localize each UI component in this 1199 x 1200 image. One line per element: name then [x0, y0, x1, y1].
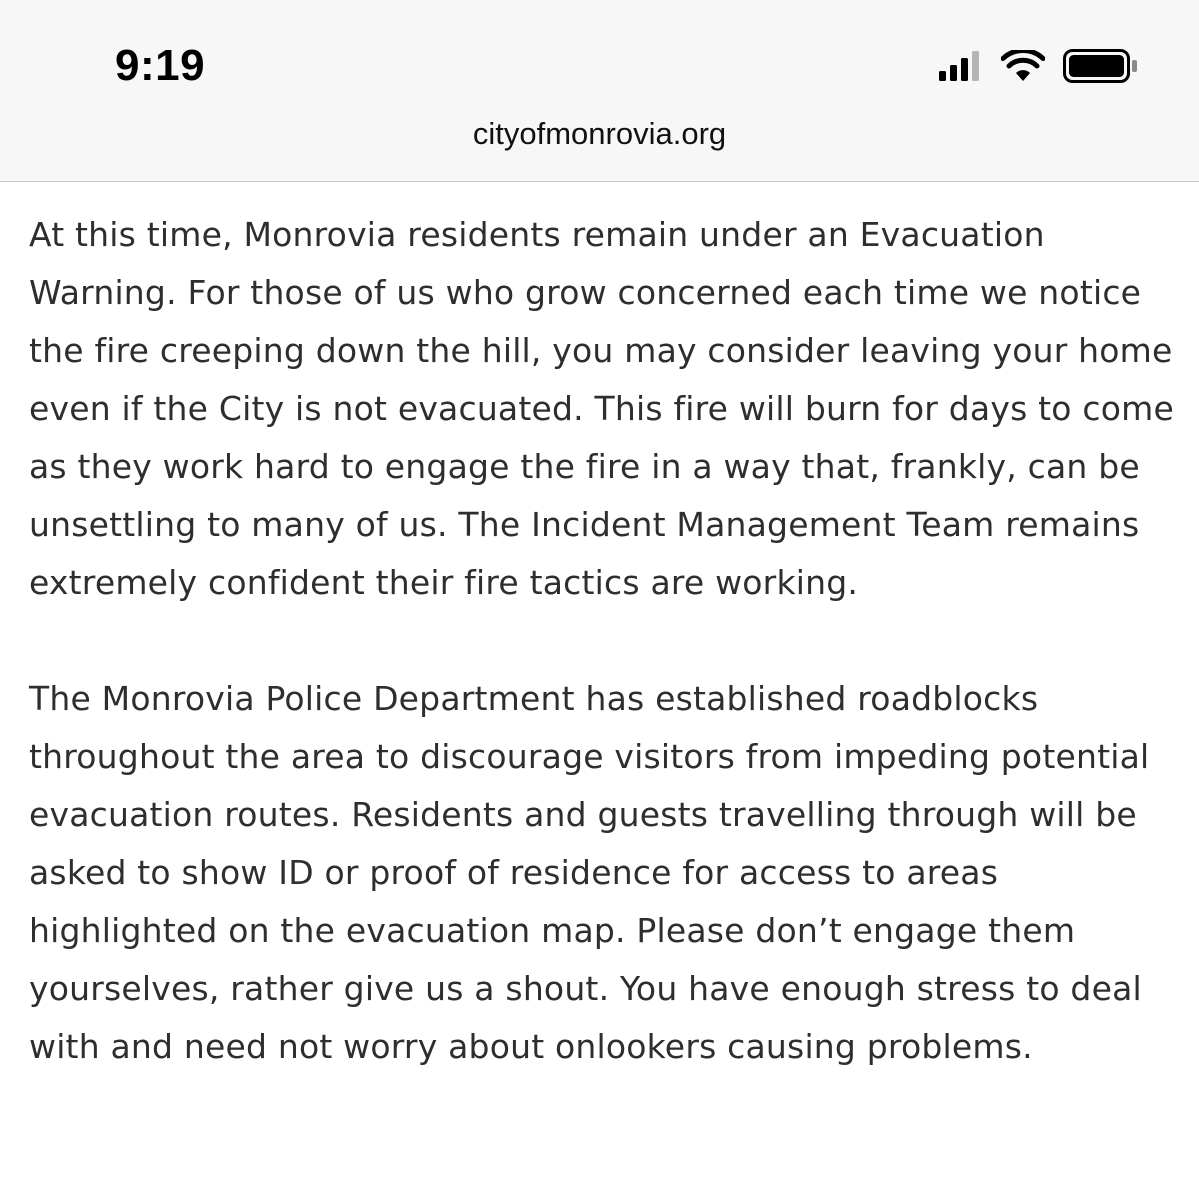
battery-icon — [1063, 49, 1139, 83]
status-icons — [939, 46, 1139, 86]
wifi-icon — [1001, 50, 1045, 82]
browser-top-bar — [0, 0, 1199, 182]
article-paragraph-1: At this time, Monrovia residents remain under an Evacuation Warning. For those of us who grow concerned each time we notice the fire creeping down the hill, you may consider leaving your home even if the City is not evacuated. This fire will burn for days to come as they work hard to engage the fire in a way that, frankly, can be unsettling to many of us. The Incident Management Team remains extremely confident their fire tactics are working. — [29, 215, 1174, 602]
cellular-signal-icon — [939, 51, 983, 81]
status-time: 9:19 — [115, 41, 206, 90]
url-bar[interactable]: cityofmonrovia.org — [472, 116, 727, 151]
article-paragraph-2: The Monrovia Police Department has established roadblocks throughout the area to discourage visitors from impeding potential evacuation routes. Residents and guests travelling through will be asked to show ID or proof of residence for access to areas highlighted on the evacuation map. Please don’t engage them yourselves, rather give us a shout. You have enough stress to deal with and need not worry about onlookers causing problems. — [29, 679, 1150, 1066]
article-body — [29, 206, 1179, 1134]
